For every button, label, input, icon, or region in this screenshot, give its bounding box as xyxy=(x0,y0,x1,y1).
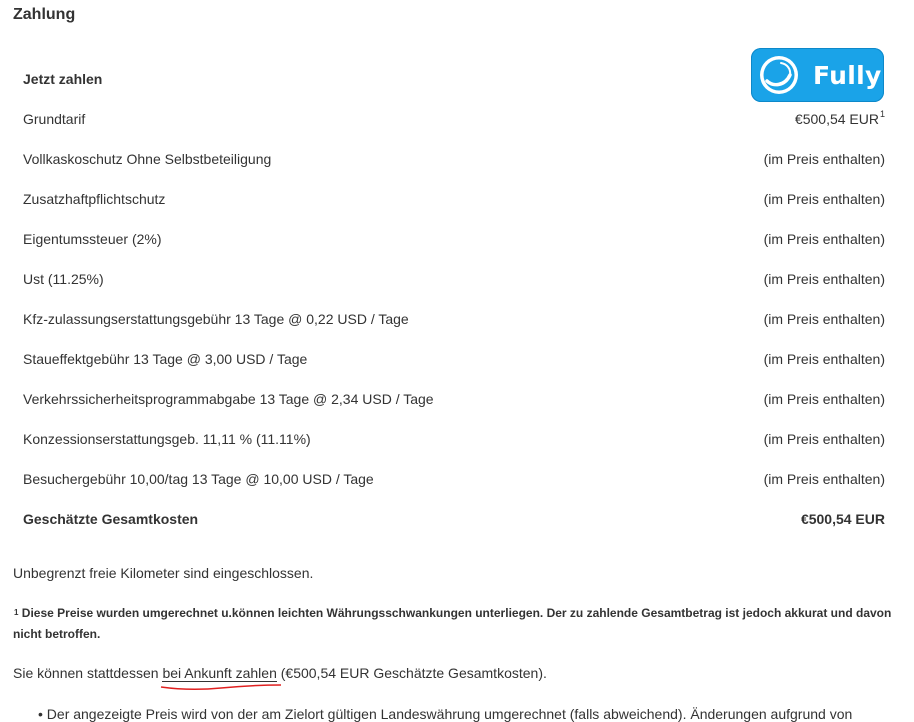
fully-logo-text: Fully xyxy=(813,60,882,90)
total-value: €500,54 EUR xyxy=(800,511,885,527)
pay-on-arrival-link[interactable]: bei Ankunft zahlen xyxy=(162,665,277,681)
price-row xyxy=(23,299,885,339)
price-row-value: (im Preis enthalten) xyxy=(763,391,885,407)
section-title: Zahlung xyxy=(13,6,76,23)
price-row-label: Verkehrssicherheitsprogrammabgabe 13 Tage @ 2,34 USD / Tage xyxy=(23,391,434,407)
pay-now-heading-row xyxy=(23,59,885,99)
price-row-label: Ust (11.25%) xyxy=(23,271,104,287)
price-row-label: Zusatzhaftpflichtschutz xyxy=(23,191,166,207)
price-row-value: (im Preis enthalten) xyxy=(763,311,885,327)
price-row xyxy=(23,419,885,459)
price-row xyxy=(23,379,885,419)
footnote xyxy=(13,603,898,645)
spellcheck-underline xyxy=(160,682,282,692)
pay-on-arrival-prefix: Sie können stattdessen xyxy=(13,665,163,681)
price-row xyxy=(23,99,885,139)
price-row xyxy=(23,339,885,379)
price-row-label: Besuchergebühr 10,00/tag 13 Tage @ 10,00 USD / Tage xyxy=(23,471,374,487)
pay-on-arrival-note xyxy=(13,665,547,681)
unlimited-km-note: Unbegrenzt freie Kilometer sind eingeschlossen. xyxy=(13,565,314,581)
pay-now-heading: Jetzt zahlen xyxy=(23,71,103,87)
price-row-value: (im Preis enthalten) xyxy=(763,231,885,247)
price-row-value: (im Preis enthalten) xyxy=(763,151,885,167)
price-row-value: (im Preis enthalten) xyxy=(763,471,885,487)
price-row xyxy=(23,459,885,499)
total-row xyxy=(23,499,885,539)
price-row-value: (im Preis enthalten) xyxy=(763,191,885,207)
cutoff-bullet-text: • Der angezeigte Preis wird von der am Zielort gültigen Landeswährung umgerechnet (falls abweichend). Änderungen aufgrund von xyxy=(38,706,853,722)
price-row-value: €500,54 EUR$^1$ xyxy=(794,109,885,127)
price-row xyxy=(23,179,885,219)
price-breakdown xyxy=(23,59,885,539)
price-row-label: Eigentumssteuer (2%) xyxy=(23,231,162,247)
price-row-value: (im Preis enthalten) xyxy=(763,431,885,447)
price-row xyxy=(23,219,885,259)
footnote-marker: 1 xyxy=(14,608,19,617)
price-row-label: Vollkaskoschutz Ohne Selbstbeteiligung xyxy=(23,151,272,167)
footnote-marker: 1 xyxy=(879,109,885,119)
price-row-label: Staueffektgebühr 13 Tage @ 3,00 USD / Tage xyxy=(23,351,308,367)
price-row-value: (im Preis enthalten) xyxy=(763,351,885,367)
price-row-label: Konzessionserstattungsgeb. 11,11 % (11.11%) xyxy=(23,431,311,447)
price-row-label: Grundtarif xyxy=(23,111,86,127)
total-label: Geschätzte Gesamtkosten xyxy=(23,511,199,527)
price-row xyxy=(23,139,885,179)
pay-on-arrival-suffix: (€500,54 EUR Geschätzte Gesamtkosten). xyxy=(276,665,547,681)
footnote-text: Diese Preise wurden umgerechnet u.können leichten Währungsschwankungen unterliegen. Der zu zahlende Gesamtbetrag ist jedoch akkurat und davon nicht betroffen. xyxy=(13,606,892,641)
price-row-label: Kfz-zulassungserstattungsgebühr 13 Tage @ 0,22 USD / Tage xyxy=(23,311,409,327)
price-row-value: (im Preis enthalten) xyxy=(763,271,885,287)
price-row xyxy=(23,259,885,299)
